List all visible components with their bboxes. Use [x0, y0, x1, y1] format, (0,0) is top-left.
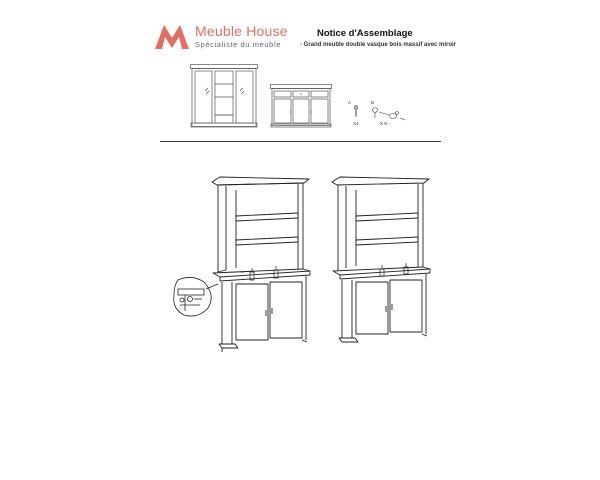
hardware-b-letter: B	[371, 100, 375, 105]
sideboard-front-icon	[270, 84, 332, 128]
brand-tagline: Spécialiste du meuble	[195, 40, 281, 49]
assembled-hutch-left-icon	[210, 176, 310, 354]
brand-name: Meuble House	[195, 23, 288, 39]
hardware-b-qty: X N	[380, 121, 388, 126]
brand-block	[195, 23, 288, 50]
screw-a-icon	[355, 105, 358, 117]
connector-detail-icon	[170, 275, 222, 320]
hardware-a-qty: X4	[353, 121, 359, 126]
meuble-house-logo-icon	[155, 24, 189, 50]
hardware-parts-icon	[345, 98, 420, 128]
wardrobe-front-icon	[190, 64, 258, 128]
document-title: Notice d'Assemblage	[317, 28, 413, 39]
connector-b-icon	[373, 108, 406, 121]
document-subtitle: - Grand meuble double vasque bois massif avec miroir	[300, 42, 457, 48]
assembled-hutch-right-icon	[330, 176, 430, 346]
header-divider	[160, 141, 441, 142]
hardware-a-letter: A	[348, 100, 352, 105]
